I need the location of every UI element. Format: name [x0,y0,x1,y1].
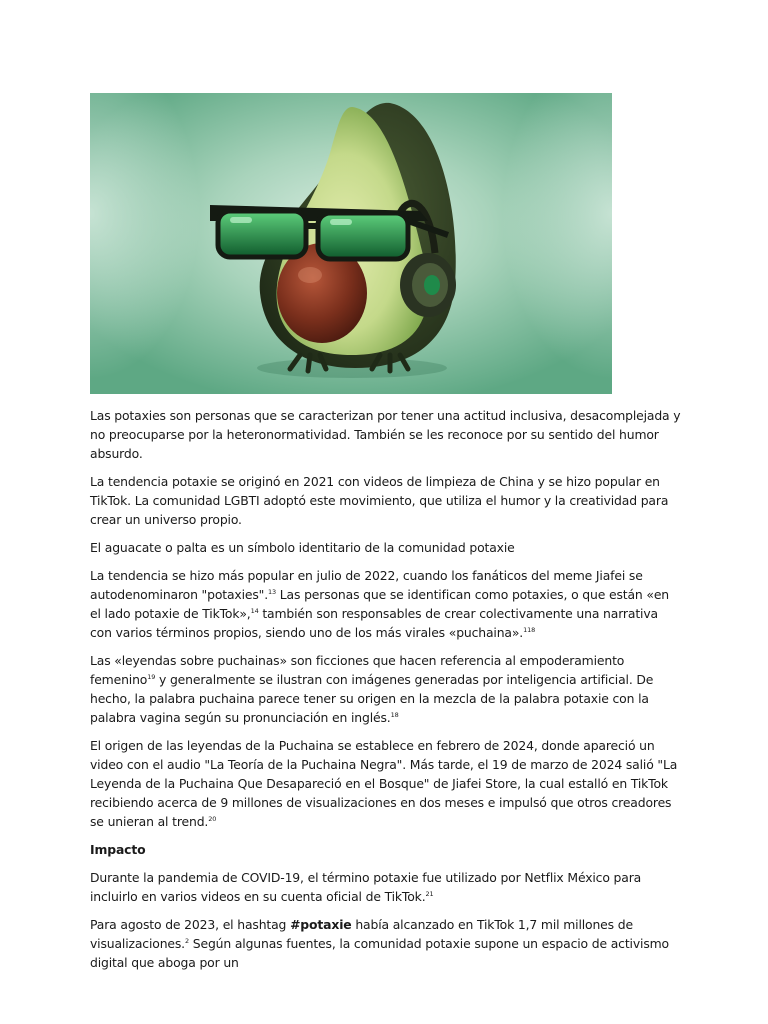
paragraph-4 [90,566,682,642]
paragraph-8-text-b: había alcanzado en TikTok 1,7 mil millones de visualizaciones. [90,917,633,951]
paragraph-7-text-a: Durante la pandemia de COVID-19, el término potaxie fue utilizado por Netflix México para incluirlo en varios videos en su cuenta oficial de TikTok. [90,870,642,904]
document-page [90,93,682,981]
paragraph-3-text: El aguacate o palta es un símbolo identitario de la comunidad potaxie [90,540,515,555]
paragraph-1 [90,406,682,463]
paragraph-5 [90,651,682,727]
paragraph-4-text-c: también son responsables de crear colectivamente una narrativa con varios términos propios, siendo uno de los más virales «puchaina». [90,606,658,640]
paragraph-3 [90,538,682,557]
paragraph-8-text-a: Para agosto de 2023, el hashtag [90,917,291,932]
paragraph-6 [90,736,682,831]
article-body [90,406,682,972]
footnote-ref[interactable]: 2 [184,937,189,945]
paragraph-5-text-a: Las «leyendas sobre puchainas» son ficciones que hacen referencia al empoderamiento femenino [90,653,625,687]
paragraph-2 [90,472,682,529]
paragraph-4-text-a: La tendencia se hizo más popular en julio de 2022, cuando los fanáticos del meme Jiafei se autodenominaron "potaxies". [90,568,643,602]
footnote-ref[interactable]: 13 [268,588,276,596]
footnote-ref[interactable]: 19 [147,673,156,681]
paragraph-4-text-b: Las personas que se identifican como potaxies, o que están «en el lado potaxie de TikTok», [90,587,669,621]
paragraph-2-text: La tendencia potaxie se originó en 2021 con videos de limpieza de China y se hizo popular en TikTok. La comunidad LGBTI adoptó este movimiento, que utiliza el humor y la creatividad para crear un universo propio. [90,474,669,527]
footnote-ref[interactable]: 18 [390,711,399,719]
paragraph-6-text-a: El origen de las leyendas de la Puchaina se establece en febrero de 2024, donde apareció un video con el audio "La Teoría de la Puchaina Negra". Más tarde, el 19 de marzo de 2024 salió "La Leyenda de la Puchaina Que Desapareció en el Bosque" de Jiafei Store, la cual estalló en TikTok recibiendo acerca de 9 millones de visualizaciones en dos meses e impulsó que otros creadores se unieran al trend. [90,738,678,829]
footnote-ref[interactable]: 14 [250,607,259,615]
paragraph-8 [90,915,682,972]
paragraph-5-text-b: y generalmente se ilustran con imágenes generadas por inteligencia artificial. De hecho, la palabra puchaina parece tener su origen en la mezcla de la palabra potaxie con la palabra vagina según su pronunciación en inglés. [90,672,654,725]
hashtag-potaxie: #potaxie [290,917,352,932]
avocado-sunglasses-headphones-illustration-icon [90,93,612,394]
footnote-ref[interactable]: 20 [208,815,217,823]
paragraph-7 [90,868,682,906]
paragraph-1-text: Las potaxies son personas que se caracterizan por tener una actitud inclusiva, desacomplejada y no preocuparse por la heteronormatividad. También se les reconoce por su sentido del humor absurdo. [90,408,681,461]
footnote-ref[interactable]: 118 [523,626,536,634]
footnote-ref[interactable]: 21 [425,890,434,898]
paragraph-8-text-c: Según algunas fuentes, la comunidad potaxie supone un espacio de activismo digital que aboga por un [90,936,669,970]
section-heading-impacto: Impacto [90,842,146,857]
